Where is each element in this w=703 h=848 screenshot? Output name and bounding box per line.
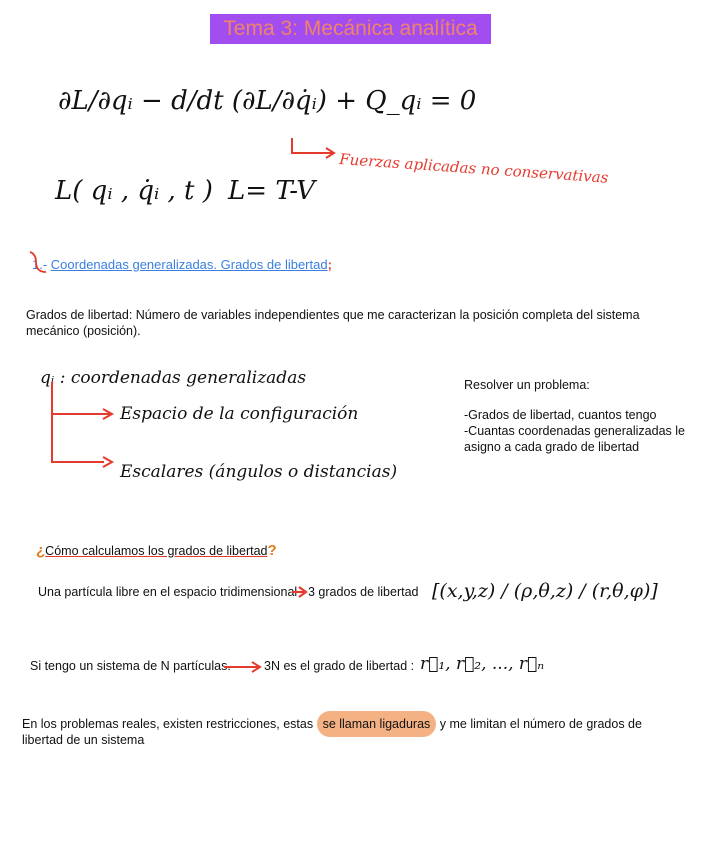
restrictions-after: y me limitan el número de grados de libertad de un sistema (22, 717, 642, 747)
question-text: Cómo calculamos los grados de libertad (45, 544, 268, 558)
section-mark: ; (327, 257, 332, 272)
question-close-mark: ? (267, 542, 277, 559)
section-number-curve (30, 252, 46, 272)
resolver-item-2: -Cuantas coordenadas generalizadas le asigno a cada grado de libertad (464, 424, 685, 454)
section-number: 1.- (32, 257, 48, 272)
lagrangian-arguments: L( qᵢ , q̇ᵢ , t ) (55, 176, 213, 206)
resolver-title: Resolver un problema: (464, 378, 590, 392)
page-title: Tema 3: Mecánica analítica (210, 14, 491, 44)
generalized-coordinates-heading: qᵢ : coordenadas generalizadas (40, 368, 307, 388)
lagrangian-definition: L= T-V (228, 176, 315, 206)
ligaduras-highlight: se llaman ligaduras (317, 711, 437, 737)
particle-text: Una partícula libre en el espacio tridimensional (38, 585, 298, 599)
restrictions-before: En los problemas reales, existen restricciones, estas (22, 717, 317, 731)
position-vectors: r⃗₁, r⃗₂, ..., r⃗ₙ (420, 654, 545, 674)
tree-arrow-head-2 (103, 457, 112, 467)
particle-result: 3 grados de libertad (308, 585, 419, 599)
system-text: Si tengo un sistema de N partículas. (30, 659, 231, 673)
particle-coordinates: [(x,y,z) / (ρ,θ,z) / (r,θ,φ)] (432, 580, 658, 602)
scalars-branch: Escalares (ángulos o distancias) (120, 462, 398, 482)
resolver-item-1: -Grados de libertad, cuantos tengo (464, 408, 657, 422)
non-conservative-forces-note: Fuerzas aplicadas no conservativas (338, 150, 609, 187)
note-arrow (292, 138, 332, 153)
degrees-of-freedom-definition: Grados de libertad: Número de variables independientes que me caracterizan la posición completa del sistema mecánico (posición). (26, 308, 640, 338)
system-result: 3N es el grado de libertad : (264, 659, 415, 673)
configuration-space-branch: Espacio de la configuración (120, 404, 359, 424)
lagrange-equation: ∂L/∂qᵢ − d/dt (∂L/∂q̇ᵢ) + Q_qᵢ = 0 (58, 86, 477, 116)
tree-trunk (52, 382, 104, 462)
question-open-mark: ¿ (36, 542, 46, 559)
section-title: Coordenadas generalizadas. Grados de libertad (50, 257, 328, 272)
